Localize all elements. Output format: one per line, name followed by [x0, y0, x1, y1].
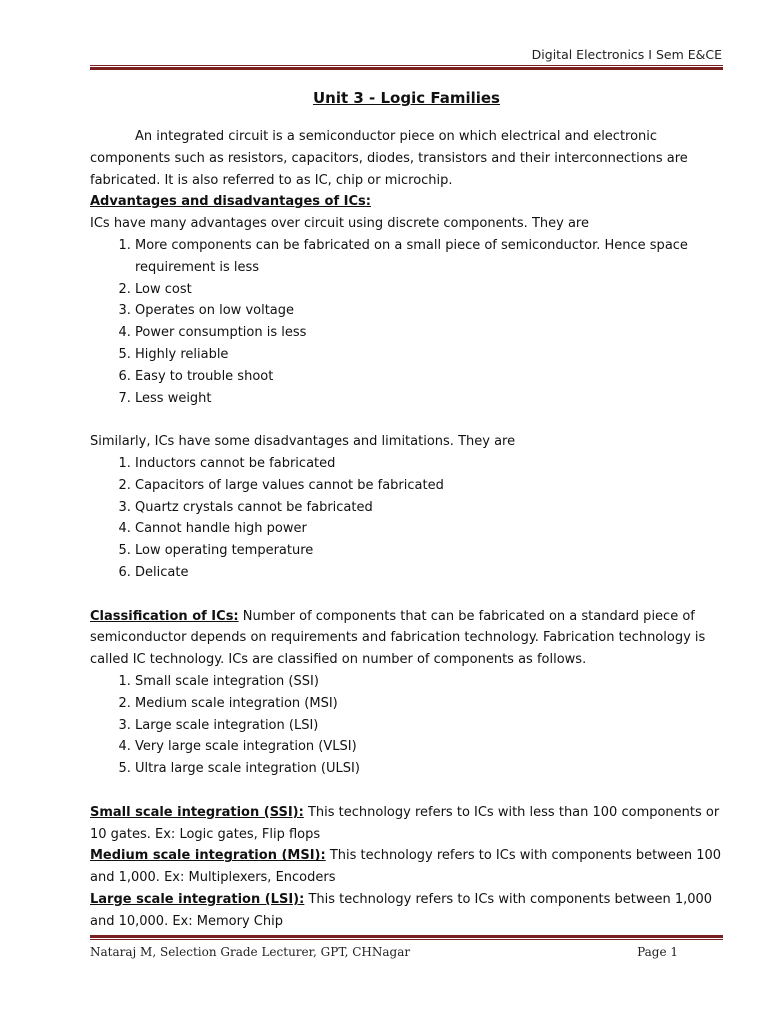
spacer — [90, 584, 722, 606]
list-item: 2. Capacitors of large values cannot be fabricated — [135, 475, 722, 497]
advantages-list — [90, 235, 722, 409]
list-item: 5. Highly reliable — [135, 344, 722, 366]
lsi-paragraph — [90, 889, 722, 933]
msi-paragraph — [90, 845, 722, 889]
list-item: 3. Large scale integration (LSI) — [135, 715, 722, 737]
page-number: Page 1 — [637, 945, 678, 959]
footer-rule-thin — [90, 939, 723, 940]
document-body — [90, 126, 722, 932]
footer-author: Nataraj M, Selection Grade Lecturer, GPT, CHNagar — [90, 945, 411, 959]
ssi-paragraph — [90, 802, 722, 846]
list-item: 3. Quartz crystals cannot be fabricated — [135, 497, 722, 519]
disadvantages-lead: Similarly, ICs have some disadvantages and limitations. They are — [90, 434, 516, 450]
list-item: 2. Medium scale integration (MSI) — [135, 693, 722, 715]
intro-paragraph: An integrated circuit is a semiconductor piece on which electrical and electronic components such as resistors, capacitors, diodes, transistors and their interconnections are fabricated. It is also referred to as IC, chip or microchip. — [90, 129, 688, 188]
lsi-text: This technology refers to ICs with components between 1,000 and 10,000. Ex: Memory Chip — [90, 891, 713, 929]
list-item: 4. Power consumption is less — [135, 322, 722, 344]
classification-text: Number of components that can be fabricated on a standard piece of semiconductor depends on requirements and fabrication technology. Fabrication technology is called IC technology. ICs are classified on number of components as follows. — [90, 608, 706, 668]
lsi-heading: Large scale integration (LSI): — [90, 891, 305, 907]
page-title: Unit 3 - Logic Families — [312, 89, 500, 107]
list-item: 3. Operates on low voltage — [135, 300, 722, 322]
list-item: 7. Less weight — [135, 388, 722, 410]
classification-list — [90, 671, 722, 780]
list-item: 5. Low operating temperature — [135, 540, 722, 562]
running-header: Digital Electronics I Sem E&CE — [531, 47, 722, 62]
spacer — [90, 409, 722, 431]
ssi-heading: Small scale integration (SSI): — [90, 804, 304, 820]
classification-heading: Classification of ICs: — [90, 608, 239, 624]
advantages-lead: ICs have many advantages over circuit using discrete components. They are — [90, 216, 589, 232]
ssi-text: This technology refers to ICs with less than 100 components or 10 gates. Ex: Logic gates, Flip flops — [90, 804, 720, 842]
footer-rule-thick — [90, 935, 723, 938]
list-item: 1. Small scale integration (SSI) — [135, 671, 722, 693]
list-item: 4. Very large scale integration (VLSI) — [135, 736, 722, 758]
list-item: 2. Low cost — [135, 279, 722, 301]
list-item: 5. Ultra large scale integration (ULSI) — [135, 758, 722, 780]
list-item: 6. Easy to trouble shoot — [135, 366, 722, 388]
list-item: 1. More components can be fabricated on a small piece of semiconductor. Hence space requirement is less — [135, 235, 722, 279]
advantages-heading — [90, 191, 722, 213]
list-item: 1. Inductors cannot be fabricated — [135, 453, 722, 475]
msi-text: This technology refers to ICs with components between 100 and 1,000. Ex: Multiplexers, Encoders — [90, 848, 722, 886]
spacer — [90, 780, 722, 802]
classification-paragraph — [90, 606, 722, 671]
header-rule-thin — [90, 65, 723, 66]
msi-heading: Medium scale integration (MSI): — [90, 848, 326, 864]
header-rule-thick — [90, 67, 723, 70]
list-item: 6. Delicate — [135, 562, 722, 584]
advantages-heading-text: Advantages and disadvantages of ICs: — [90, 194, 371, 210]
disadvantages-list — [90, 453, 722, 584]
list-item: 4. Cannot handle high power — [135, 518, 722, 540]
